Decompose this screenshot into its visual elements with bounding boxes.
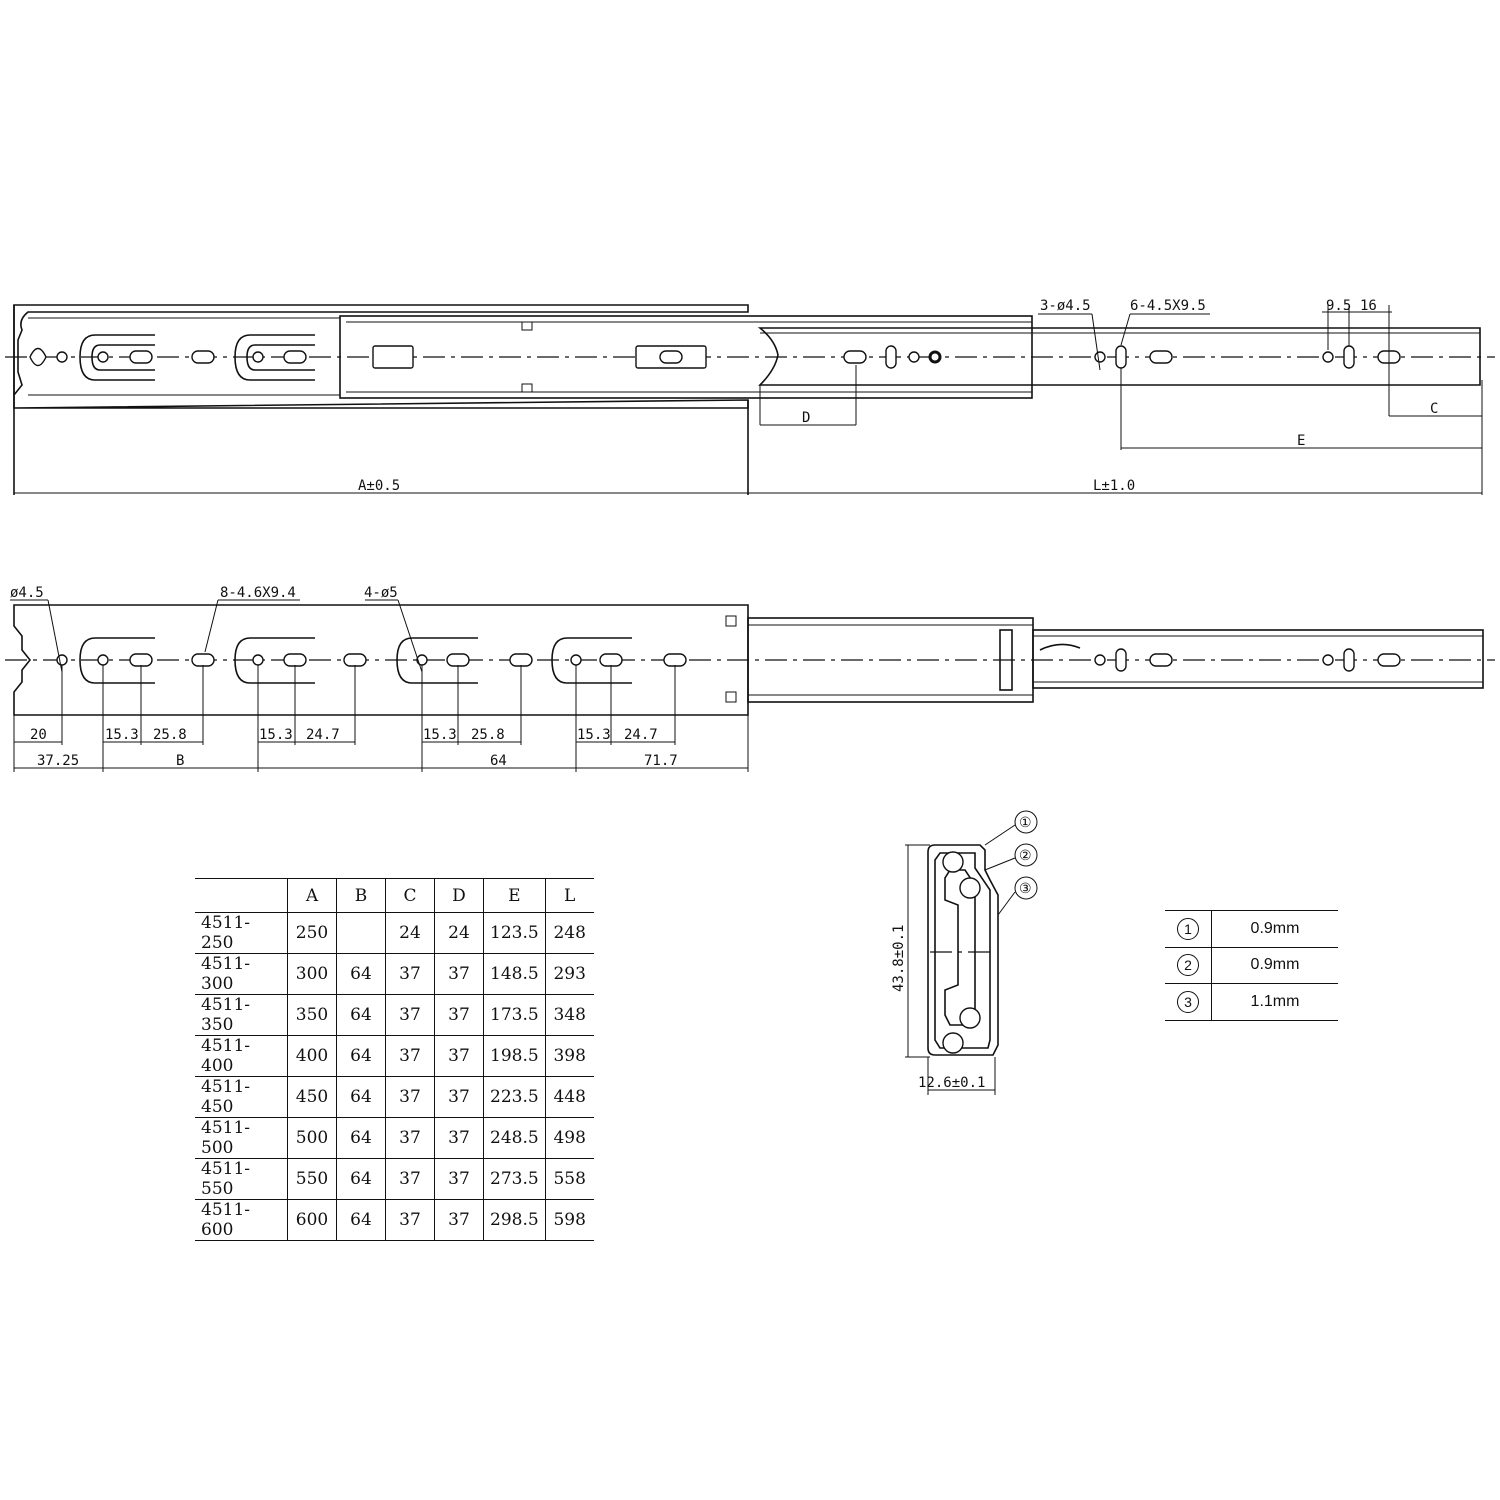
model-cell: 4511-400: [195, 1036, 288, 1077]
round-hole: [1095, 655, 1105, 665]
table-row: [195, 1077, 594, 1118]
table-cell: 64: [337, 1200, 386, 1241]
header-cell: [195, 879, 288, 913]
round-hole: [98, 352, 108, 362]
thickness-mark-cell: [1165, 984, 1212, 1021]
table-row: [195, 995, 594, 1036]
slot-hole: [344, 654, 366, 666]
header-cell: L: [545, 879, 594, 913]
leader-line: [48, 600, 62, 672]
thickness-value: 0.9mm: [1212, 947, 1339, 984]
table-cell: 37: [386, 954, 435, 995]
slot-hole: [844, 351, 866, 363]
label-width: 12.6±0.1: [918, 1075, 986, 1091]
table-cell: 123.5: [484, 913, 546, 954]
table-cell: 400: [288, 1036, 337, 1077]
table-cell: 248: [545, 913, 594, 954]
header-cell: A: [288, 879, 337, 913]
dim-15-3: 15.3: [259, 727, 293, 743]
table-row: [1165, 911, 1338, 948]
slot-hole: [1150, 351, 1172, 363]
header-cell: D: [435, 879, 484, 913]
table-cell: 223.5: [484, 1077, 546, 1118]
table-cell: 600: [288, 1200, 337, 1241]
table-cell: 37: [386, 1200, 435, 1241]
thickness-table: [1165, 910, 1338, 1021]
end-clip: [30, 349, 46, 366]
model-cell: 4511-300: [195, 954, 288, 995]
model-cell: 4511-600: [195, 1200, 288, 1241]
leader-line: [398, 600, 422, 672]
table-row: [1165, 947, 1338, 984]
tab-square: [726, 692, 736, 702]
table-row: [195, 1036, 594, 1077]
slot-hole: [192, 351, 214, 363]
table-cell: 250: [288, 913, 337, 954]
label-8-slots: 8-4.6X9.4: [220, 585, 296, 601]
round-hole: [253, 352, 263, 362]
round-hole: [909, 352, 919, 362]
table-cell: 300: [288, 954, 337, 995]
stop-tab-bottom: [522, 384, 532, 392]
tab-square: [726, 616, 736, 626]
callout-3: ③: [1019, 881, 1032, 897]
callout-mark: 2: [1177, 954, 1199, 976]
table-cell: 498: [545, 1118, 594, 1159]
label-a: A±0.5: [358, 478, 401, 494]
leader-line: [205, 600, 218, 652]
callout-leader: [985, 858, 1015, 870]
table-cell: 173.5: [484, 995, 546, 1036]
latch-spring: [1040, 644, 1080, 650]
round-hole: [98, 655, 108, 665]
rivet: [930, 352, 940, 362]
table-cell: 450: [288, 1077, 337, 1118]
dim-20: 20: [30, 727, 47, 743]
leader-line: [1121, 314, 1130, 345]
dim-15-3: 15.3: [423, 727, 457, 743]
dim-15-3: 15.3: [577, 727, 611, 743]
table-cell: 37: [435, 1036, 484, 1077]
label-l: L±1.0: [1093, 478, 1136, 494]
top-view: [5, 298, 1495, 495]
table-cell: 350: [288, 995, 337, 1036]
header-cell: E: [484, 879, 546, 913]
table-cell: [337, 913, 386, 954]
label-6-slots: 6-4.5X9.5: [1130, 298, 1206, 314]
callout-leader: [985, 825, 1015, 845]
table-cell: 37: [435, 1159, 484, 1200]
label-4-holes: 4-ø5: [364, 585, 398, 601]
table-cell: 37: [435, 1077, 484, 1118]
ball-bearing: [960, 878, 980, 898]
callout-mark: 1: [1177, 918, 1199, 940]
table-cell: 64: [337, 1077, 386, 1118]
label-hole-4-5: ø4.5: [10, 585, 44, 601]
table-row: [195, 1200, 594, 1241]
label-e: E: [1297, 433, 1306, 449]
round-hole: [571, 655, 581, 665]
model-cell: 4511-450: [195, 1077, 288, 1118]
table-row: [195, 1159, 594, 1200]
slot-hole: [660, 351, 682, 363]
table-cell: 37: [435, 995, 484, 1036]
slot-hole: [1378, 654, 1400, 666]
table-cell: 37: [386, 1159, 435, 1200]
vertical-slot: [886, 346, 896, 368]
label-3-holes: 3-ø4.5: [1040, 298, 1091, 314]
spec-table: [195, 878, 594, 1241]
dim-25-8: 25.8: [153, 727, 187, 743]
stop-tab-top: [522, 322, 532, 330]
round-hole: [1323, 655, 1333, 665]
bottom-view: [5, 585, 1495, 772]
header-cell: C: [386, 879, 435, 913]
table-header-row: [195, 879, 594, 913]
table-cell: 64: [337, 954, 386, 995]
table-cell: 64: [337, 1036, 386, 1077]
dim-71-7: 71.7: [644, 753, 678, 769]
table-cell: 64: [337, 995, 386, 1036]
label-c: C: [1430, 401, 1439, 417]
leader-line: [1092, 314, 1100, 370]
round-hole: [57, 352, 67, 362]
thickness-mark-cell: [1165, 911, 1212, 948]
table-row: [195, 954, 594, 995]
label-9-5: 9.5: [1326, 298, 1352, 314]
slot-hole: [130, 654, 152, 666]
table-cell: 398: [545, 1036, 594, 1077]
table-cell: 500: [288, 1118, 337, 1159]
slot-hole: [284, 351, 306, 363]
table-cell: 64: [337, 1159, 386, 1200]
model-cell: 4511-250: [195, 913, 288, 954]
slot-hole: [510, 654, 532, 666]
dim-64: 64: [490, 753, 507, 769]
table-cell: 37: [386, 995, 435, 1036]
table-cell: 198.5: [484, 1036, 546, 1077]
table-cell: 550: [288, 1159, 337, 1200]
callout-leader: [998, 892, 1015, 915]
cross-section: [891, 811, 1037, 1095]
middle-window: [373, 346, 413, 368]
model-cell: 4511-550: [195, 1159, 288, 1200]
ball-bearing: [943, 1033, 963, 1053]
table-row: [1165, 984, 1338, 1021]
thickness-mark-cell: [1165, 947, 1212, 984]
thickness-value: 1.1mm: [1212, 984, 1339, 1021]
table-cell: 598: [545, 1200, 594, 1241]
table-cell: 37: [386, 1118, 435, 1159]
table-cell: 37: [386, 1036, 435, 1077]
label-height: 43.8±0.1: [891, 924, 907, 992]
table-row: [195, 1118, 594, 1159]
label-16: 16: [1360, 298, 1377, 314]
table-row: [195, 913, 594, 954]
vertical-slot: [1344, 649, 1354, 671]
thickness-value: 0.9mm: [1212, 911, 1339, 948]
table-cell: 24: [435, 913, 484, 954]
vertical-slot: [1344, 346, 1354, 368]
callout-1: ①: [1019, 815, 1032, 831]
slot-hole: [664, 654, 686, 666]
table-cell: 293: [545, 954, 594, 995]
round-hole: [253, 655, 263, 665]
dim-37-25: 37.25: [37, 753, 80, 769]
slot-hole: [192, 654, 214, 666]
table-cell: 298.5: [484, 1200, 546, 1241]
ball-bearing: [943, 852, 963, 872]
vertical-slot: [1116, 346, 1126, 368]
table-cell: 24: [386, 913, 435, 954]
table-cell: 37: [386, 1077, 435, 1118]
label-d: D: [802, 410, 811, 426]
ball-bearing: [960, 1008, 980, 1028]
table-cell: 37: [435, 954, 484, 995]
dim-b: B: [176, 753, 185, 769]
table-cell: 348: [545, 995, 594, 1036]
slot-hole: [600, 654, 622, 666]
round-hole: [1095, 352, 1105, 362]
dim-24-7: 24.7: [306, 727, 340, 743]
callout-2: ②: [1019, 848, 1032, 864]
dim-25-8: 25.8: [471, 727, 505, 743]
header-cell: B: [337, 879, 386, 913]
dim-15-3: 15.3: [105, 727, 139, 743]
dim-24-7: 24.7: [624, 727, 658, 743]
slot-hole: [130, 351, 152, 363]
table-cell: 37: [435, 1118, 484, 1159]
table-cell: 558: [545, 1159, 594, 1200]
table-cell: 148.5: [484, 954, 546, 995]
table-cell: 37: [435, 1200, 484, 1241]
table-cell: 64: [337, 1118, 386, 1159]
callout-mark: 3: [1177, 991, 1199, 1013]
table-cell: 248.5: [484, 1118, 546, 1159]
table-cell: 448: [545, 1077, 594, 1118]
model-cell: 4511-500: [195, 1118, 288, 1159]
slot-hole: [1150, 654, 1172, 666]
slot-hole: [284, 654, 306, 666]
slot-hole: [447, 654, 469, 666]
vertical-slot: [1116, 649, 1126, 671]
round-hole: [1323, 352, 1333, 362]
model-cell: 4511-350: [195, 995, 288, 1036]
table-cell: 273.5: [484, 1159, 546, 1200]
